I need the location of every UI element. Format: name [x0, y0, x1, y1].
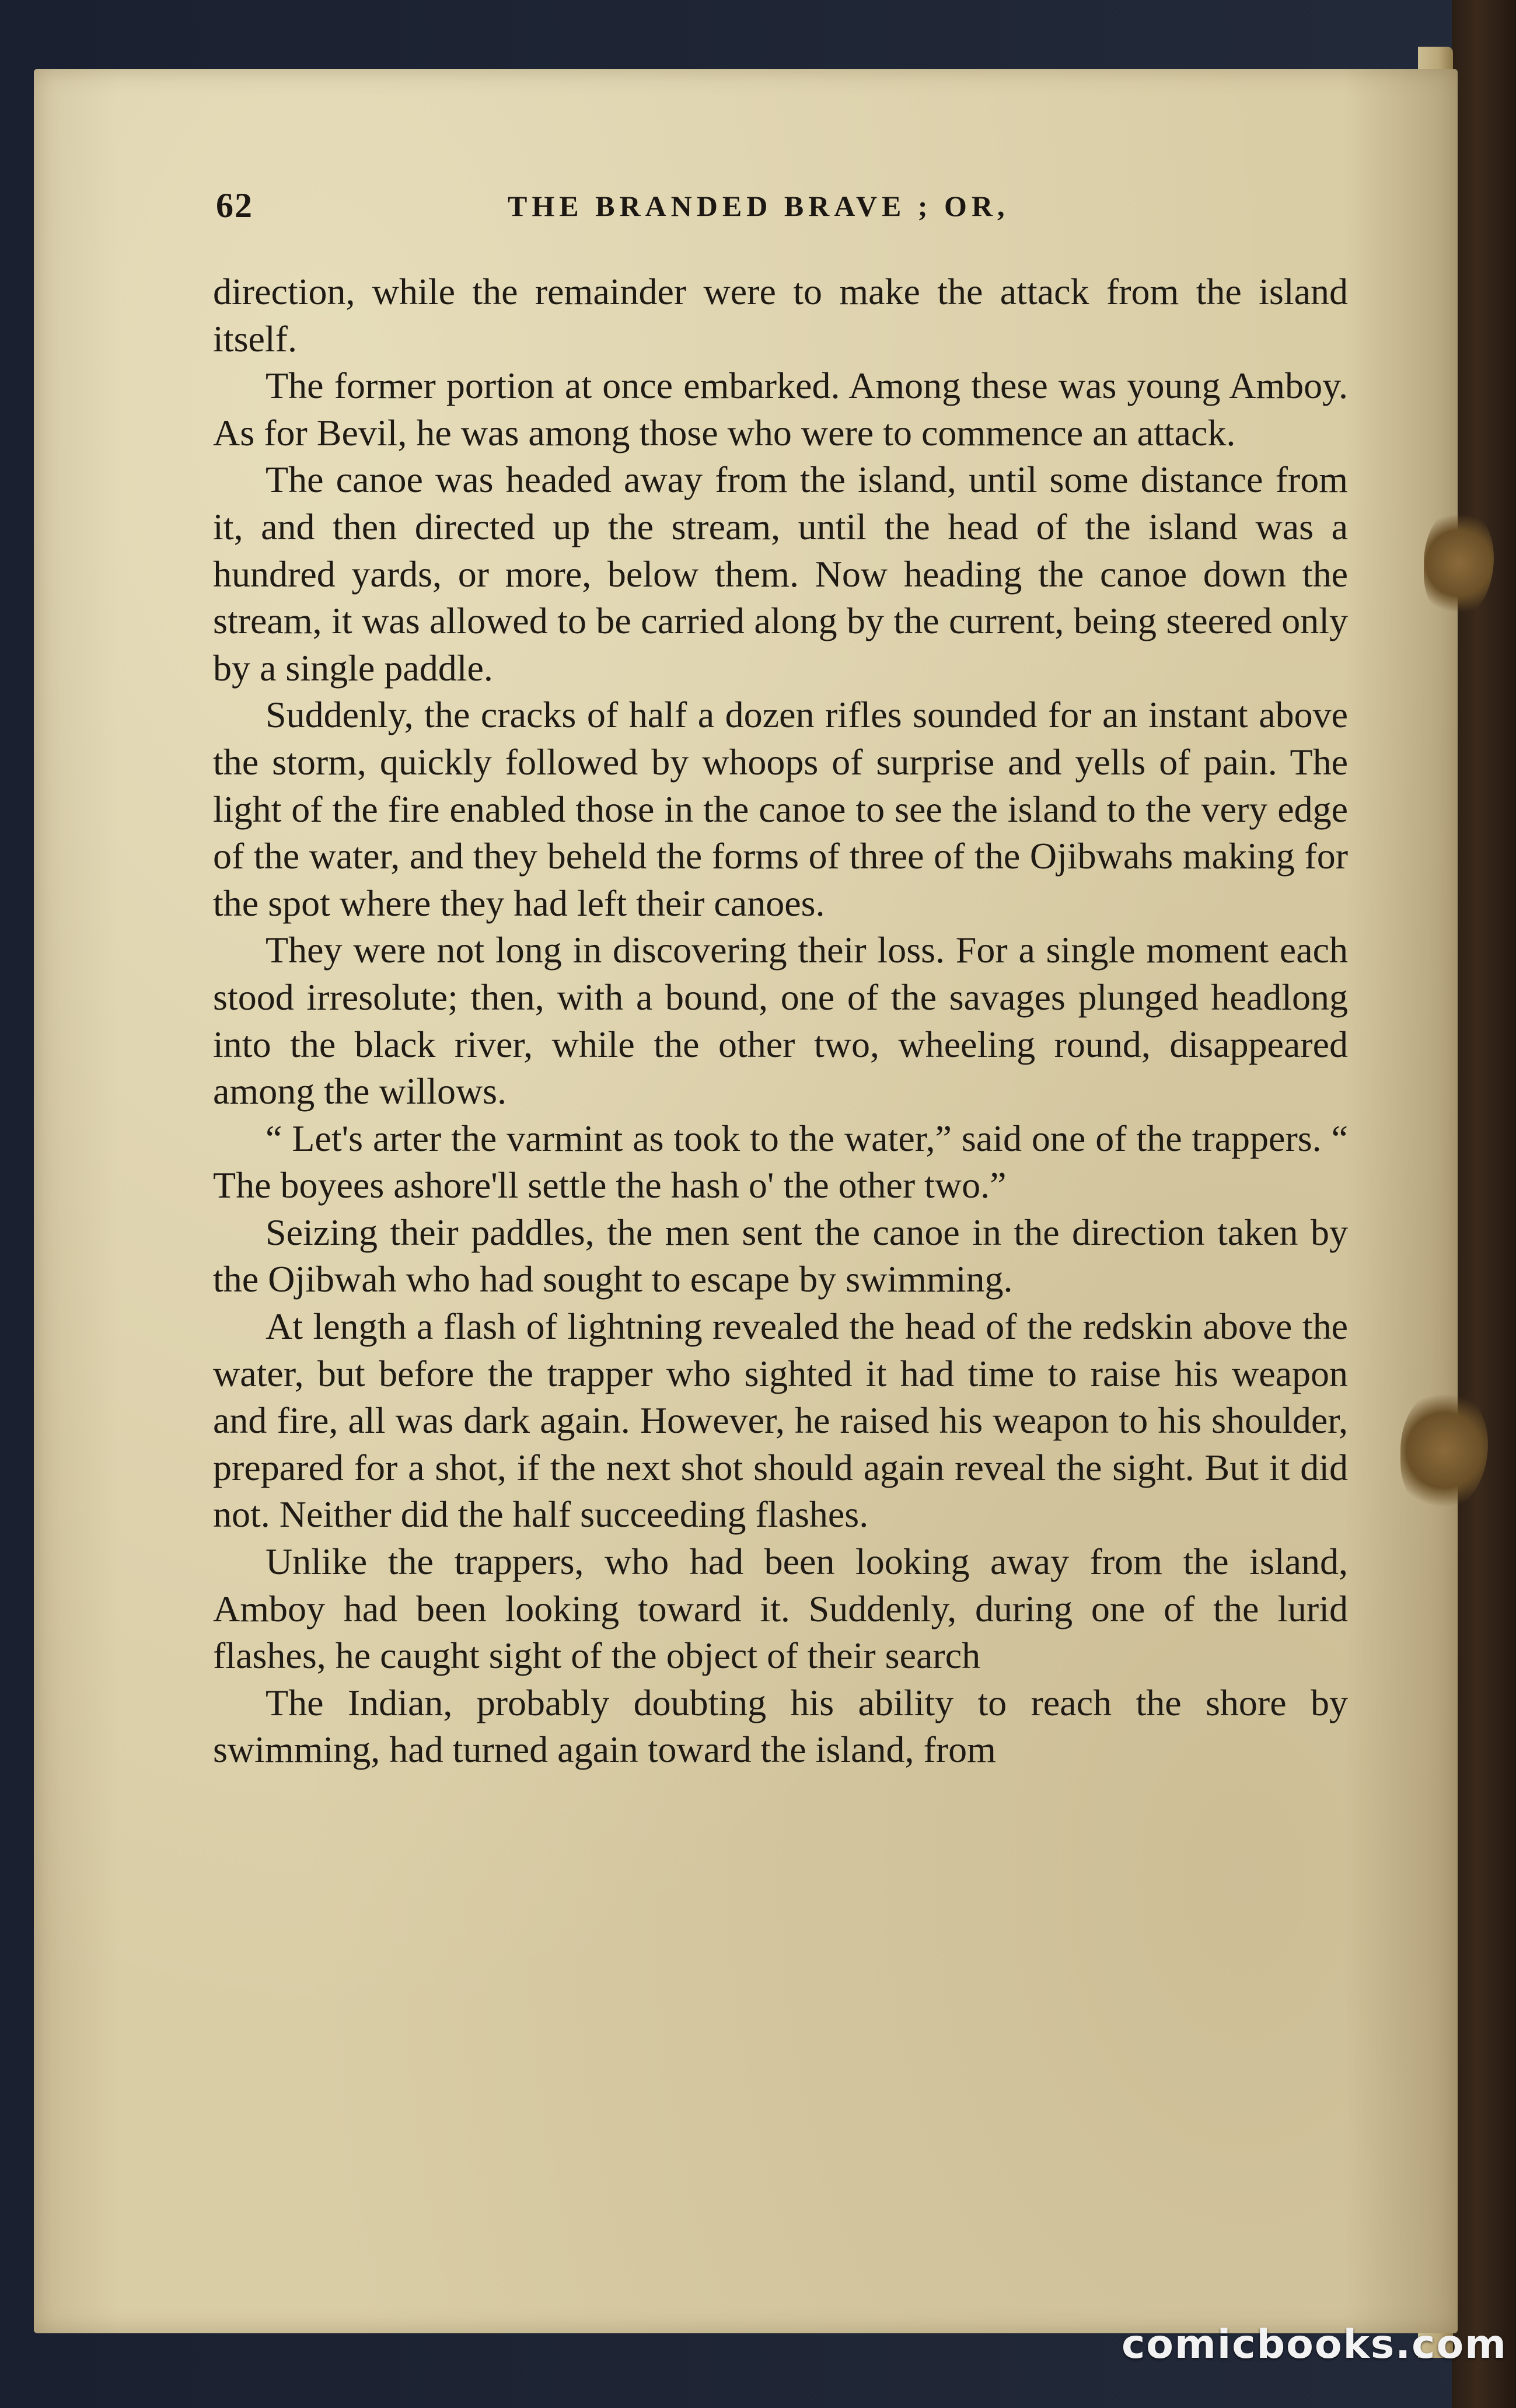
paragraph: The Indian, probably doubting his ability to reach the shore by swimming, had turned again toward the island, from [213, 1681, 1348, 1771]
paragraph: The canoe was headed away from the island, until some distance from it, and then directed up the stream, until the head of the island was a hundred yards, or more, below them. Now heading the canoe down the stream, it was allowed to be carried along by the current, being steered only by a single paddle. [213, 459, 1348, 689]
paragraph: The former portion at once embarked. Among these was young Amboy. As for Bevil, he was among those who were to commence an attack. [213, 365, 1348, 453]
page-header [216, 186, 1354, 238]
paragraph: Suddenly, the cracks of half a dozen rifles sounded for an instant above the storm, quickly followed by whoops of surprise and yells of pain. The light of the fire enabled those in the canoe to see the island to the very edge of the water, and they beheld the forms of three of the Ojibwahs making for the spot where they had left their canoes. [213, 694, 1348, 924]
running-head: THE BRANDED BRAVE ; OR, [508, 190, 1009, 222]
page-number: 62 [216, 186, 253, 225]
paragraph: Unlike the trappers, who had been looking away from the island, Amboy had been looking toward it. Suddenly, during one of the lurid flashes, he caught sight of the object of their search [213, 1541, 1348, 1677]
source-watermark: comicbooks.com [1122, 2322, 1508, 2368]
paragraph: direction, while the remainder were to make the attack from the island itself. [213, 271, 1348, 360]
paragraph: They were not long in discovering their loss. For a single moment each stood irresolute; then, with a bound, one of the savages plunged headlong into the black river, while the other two, wheeling round, disappeared among the willows. [213, 929, 1348, 1112]
book-spine [1452, 0, 1516, 2408]
paragraph: Seizing their paddles, the men sent the canoe in the direction taken by the Ojibwah who had sought to escape by swimming. [213, 1211, 1348, 1300]
body-text [213, 268, 1348, 1774]
paragraph: “ Let's arter the varmint as took to the water,” said one of the trappers. “ The boyees ashore'll settle the hash o' the other two.” [213, 1117, 1348, 1206]
paragraph: At length a flash of lightning revealed the head of the redskin above the water, but before the trapper who sighted it had time to raise his weapon and fire, all was dark again. However, he raised his weapon to his shoulder, prepared for a shot, if the next shot should again reveal the sight. But it did not. Neither did the half succeeding flashes. [213, 1306, 1348, 1535]
